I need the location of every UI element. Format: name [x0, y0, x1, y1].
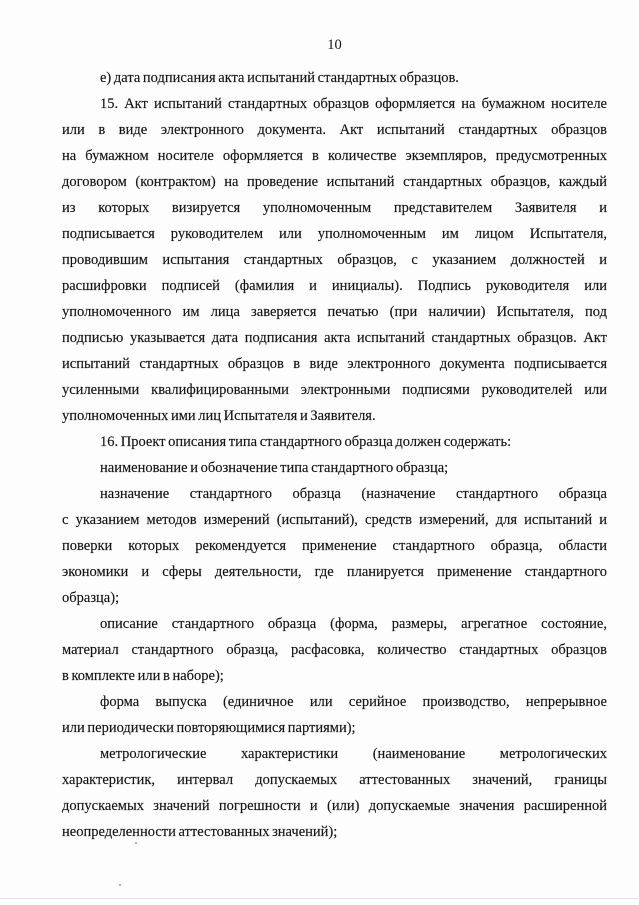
- text-line: усиленными квалифицированными электронными подписями руководителей или: [62, 382, 607, 398]
- text-line: подписывается руководителем или уполномоченным им лицом Испытателя,: [62, 226, 607, 242]
- list-item-purpose: [62, 481, 607, 611]
- document-body: [62, 65, 607, 845]
- text-line: форма выпуска (единичное или серийное производство, непрерывное: [100, 694, 607, 710]
- text-line: договором (контрактом) на проведение испытаний стандартных образцов, каждый: [62, 174, 607, 190]
- text-line: подписью указывается дата подписания акта испытаний стандартных образцов. Акт: [62, 330, 607, 346]
- text-line: в комплекте или в наборе);: [62, 668, 224, 684]
- text-line: уполномоченных ими лиц Испытателя и Заявителя.: [62, 408, 376, 424]
- text-line: допускаемых значений погрешности и (или) допускаемые значения расширенной: [62, 798, 607, 814]
- text-line: характеристик, интервал допускаемых аттестованных значений, границы: [62, 772, 607, 788]
- scan-speck: [119, 884, 121, 886]
- paragraph-16: [62, 429, 607, 455]
- scan-edge-bottom: [0, 898, 640, 899]
- text-line: описание стандартного образца (форма, размеры, агрегатное состояние,: [100, 616, 607, 632]
- text-line: уполномоченного им лица заверяется печатью (при наличии) Испытателя, под: [62, 304, 607, 320]
- text-line: на бумажном носителе оформляется в количестве экземпляров, предусмотренных: [62, 148, 607, 164]
- page-number: 10: [327, 37, 342, 53]
- text-line: 16. Проект описания типа стандартного образца должен содержать:: [100, 434, 512, 450]
- text-line: наименование и обозначение типа стандартного образца;: [100, 460, 449, 476]
- text-line: или в виде электронного документа. Акт испытаний стандартных образцов: [62, 122, 607, 138]
- paragraph-item-e: [62, 65, 607, 91]
- text-line: 15. Акт испытаний стандартных образцов оформляется на бумажном носителе: [100, 96, 607, 112]
- text-line: неопределенности аттестованных значений);: [62, 824, 338, 840]
- text-line: метрологические характеристики (наименование метрологических: [100, 746, 607, 762]
- text-line: назначение стандартного образца (назначение стандартного образца: [100, 486, 607, 502]
- text-line: образца);: [62, 590, 120, 606]
- list-item-name: [62, 455, 607, 481]
- list-item-metrology: [62, 741, 607, 845]
- text-line: поверки которых рекомендуется применение стандартного образца, области: [62, 538, 607, 554]
- text-line: с указанием методов измерений (испытаний), средств измерений, для испытаний и: [62, 512, 607, 528]
- text-line: материал стандартного образца, расфасовка, количество стандартных образцов: [62, 642, 607, 658]
- text-line: е) дата подписания акта испытаний стандартных образцов.: [100, 70, 459, 86]
- text-line: из которых визируется уполномоченным представителем Заявителя и: [62, 200, 607, 216]
- scan-speck: [135, 842, 137, 844]
- text-line: испытаний стандартных образцов в виде электронного документа подписывается: [62, 356, 607, 372]
- list-item-description: [62, 611, 607, 689]
- text-line: расшифровки подписей (фамилия и инициалы). Подпись руководителя или: [62, 278, 607, 294]
- text-line: проводившим испытания стандартных образцов, с указанием должностей и: [62, 252, 607, 268]
- list-item-release-form: [62, 689, 607, 741]
- text-line: или периодически повторяющимися партиями);: [62, 720, 356, 736]
- text-line: экономики и сферы деятельности, где планируется применение стандартного: [62, 564, 607, 580]
- paragraph-15: [62, 91, 607, 429]
